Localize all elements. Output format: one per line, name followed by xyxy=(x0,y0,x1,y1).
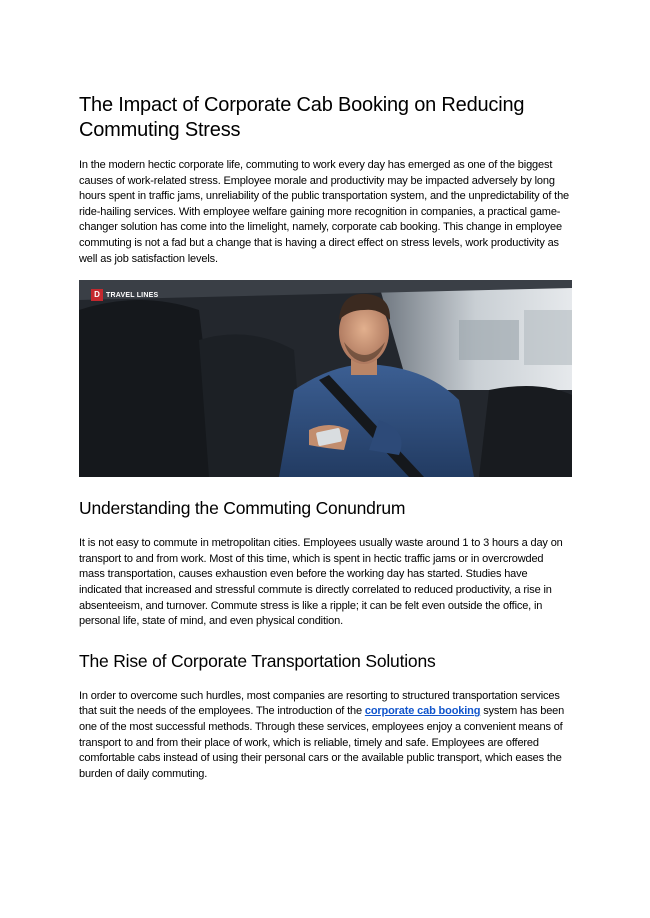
intro-paragraph: In the modern hectic corporate life, commuting to work every day has emerged as one of the biggest causes of work-related stress. Employee morale and productivity may be impacted adversely by long hours spent in traffic jams, unreliability of the public transportation system, and the unpredictability of the ride-hailing services. With employee welfare gaining more recognition in companies, a practical game-changer solution has come into the limelight, namely, corporate cab booking. This change in employee commuting is not a fad but a change that is having a direct effect on stress levels, work productivity as well as job satisfaction levels. xyxy=(79,159,570,265)
article-title: The Impact of Corporate Cab Booking on Reducing Commuting Stress xyxy=(79,94,525,141)
article-photo xyxy=(79,280,572,477)
section-paragraph-commuting: It is not easy to commute in metropolitan cities. Employees usually waste around 1 to 3 hours a day on transport to and from work. Most of this time, which is spent in hectic traffic jams or in overcrowded mass transportation, causes exhaustion even before the working day has started. Studies have indicated that increased and stressful commute is directly correlated to reduced productivity, a rise in absenteeism, and turnover. Commute stress is like a ripple; it can be felt even outside the office, in personal life, state of mind, and even physical condition. xyxy=(79,537,563,628)
corporate-cab-booking-link[interactable]: corporate cab booking xyxy=(364,705,481,718)
brand-logo xyxy=(91,289,158,301)
paragraph-text-after-link: system has been one of the most successful methods. Through these services, employees enjoy a convenient means of transport to and from their place of work, which is reliable, timely and safe. Employees are offered comfortable cabs instead of using their personal cars or the available public transport, which eases the burden of daily commuting. xyxy=(79,705,565,780)
section-paragraph-transportation xyxy=(79,689,571,783)
photo-illustration xyxy=(79,280,572,477)
logo-mark: D xyxy=(91,289,103,301)
paragraph-text-before-link: In order to overcome such hurdles, most companies are resorting to structured transportation services that suit the needs of the employees. The introduction of the xyxy=(79,689,560,718)
logo-text: TRAVEL LINES xyxy=(106,291,159,299)
section-heading-commuting: Understanding the Commuting Conundrum xyxy=(79,498,406,519)
document-page xyxy=(79,93,571,782)
section-heading-transportation: The Rise of Corporate Transportation Solutions xyxy=(79,650,436,671)
